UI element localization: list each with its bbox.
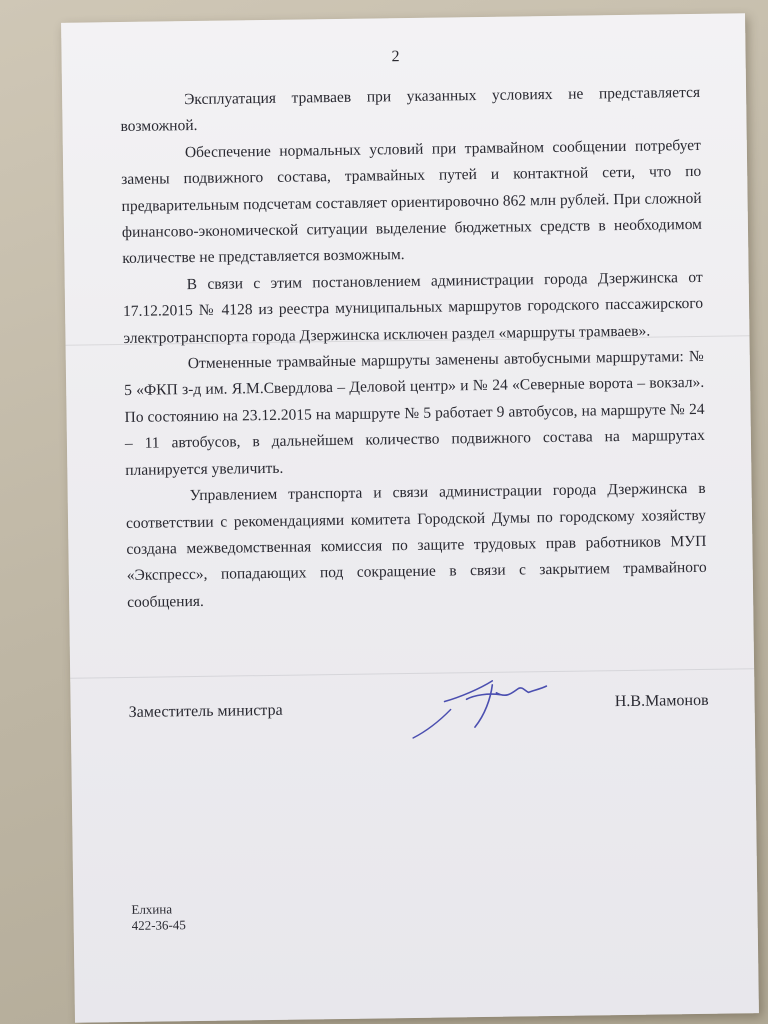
- letter-body: [120, 80, 707, 616]
- handwritten-signature: [404, 674, 565, 746]
- paragraph: Управлением транспорта и связи администрации города Дзержинска в соответствии с рекомендациями комитета Городской Думы по городскому хозяйству создана межведомственная комиссия по защите трудовых прав работников МУП «Экспресс», попадающих под сокращение в связи с закрытием трамвайного сообщения.: [125, 479, 707, 611]
- document-page: [61, 13, 759, 1022]
- executor-name: Елхина: [131, 901, 173, 917]
- paragraph: Обеспечение нормальных условий при трамвайном сообщении потребует замены подвижного состава, трамвайных путей и контактной сети, что по предварительным подсчетам составляет ориентировочно 862 млн рублей. При сложной финансово-экономической ситуации выделение бюджетных средств в необходимом количестве не представляется возможным.: [121, 136, 703, 268]
- executor-phone: 422-36-45: [131, 917, 186, 933]
- page-number: 2: [391, 48, 400, 66]
- paragraph: В связи с этим постановлением администрации города Дзержинска от 17.12.2015 № 4128 из реестра муниципальных маршрутов городского пассажирского электротранспорта города Дзержинска исключен раздел «маршруты трамваев».: [122, 268, 704, 347]
- paragraph: Эксплуатация трамваев при указанных условиях не представляется возможной.: [120, 83, 701, 136]
- signatory-name: Н.В.Мамонов: [614, 691, 709, 711]
- executor-info: [131, 901, 186, 934]
- paragraph: Отмененные трамвайные маршруты заменены автобусными маршрутами: № 5 «ФКП з-д им. Я.М.Свердлова – Деловой центр» и № 24 «Северные ворота – вокзал». По состоянию на 23.12.2015 на маршруте № 5 работает 9 автобусов, на маршруте № 24 – 11 автобусов, в дальнейшем количество подвижного состава на маршрутах планируется увеличить.: [124, 347, 705, 479]
- signatory-title: Заместитель министра: [128, 701, 283, 721]
- signature-block: [128, 686, 709, 734]
